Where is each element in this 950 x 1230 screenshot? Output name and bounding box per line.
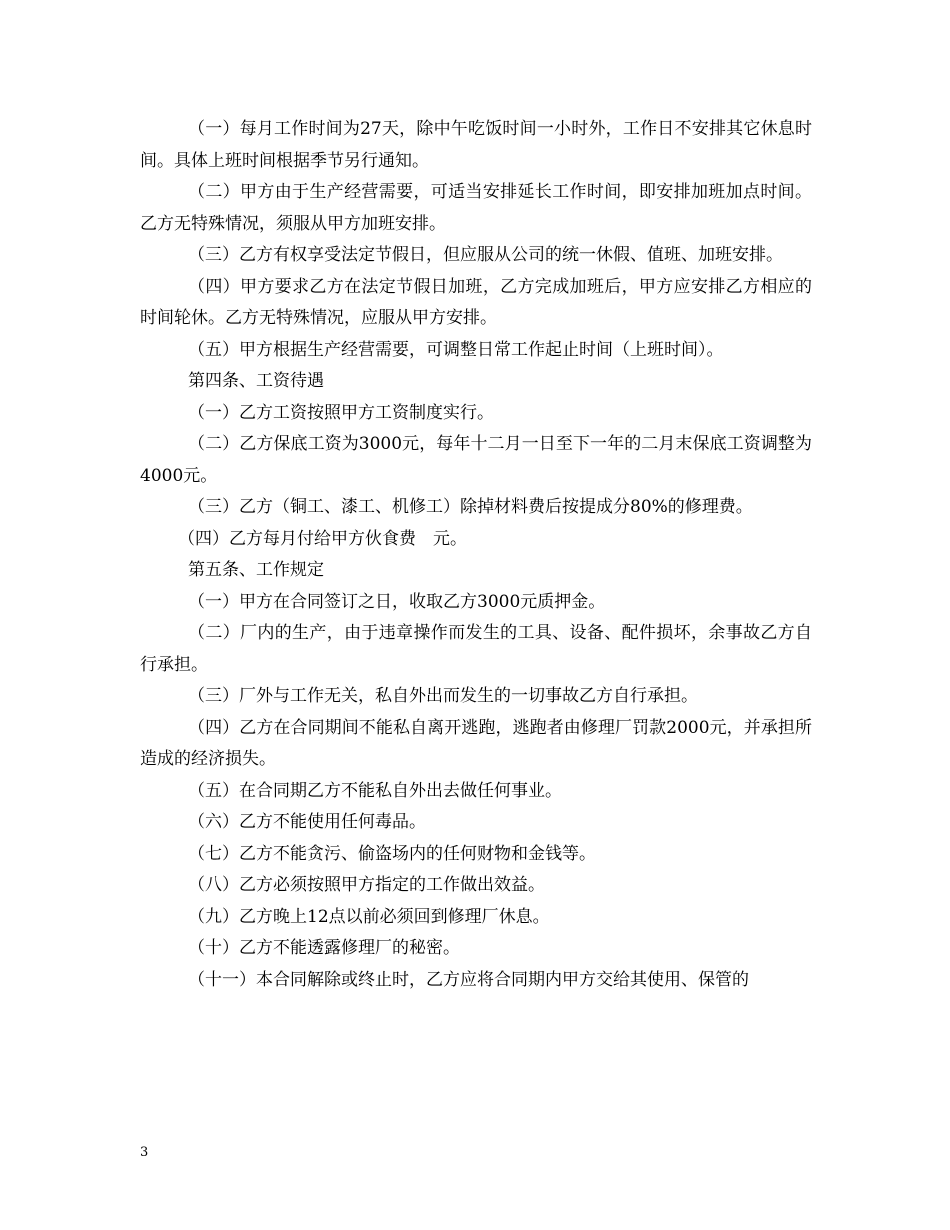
paragraph-meal-fee: （四）乙方每月付给甲方伙食费 元。 xyxy=(178,528,467,549)
paragraph-holidays: （三）乙方有权享受法定节假日，但应服从公司的统一休假、值班、加班安排。 xyxy=(188,245,783,265)
paragraph-curfew: （九）乙方晚上12点以前必须回到修理厂休息。 xyxy=(188,906,550,927)
paragraph-commission: （三）乙方（铜工、漆工、机修工）除掉材料费后按提成分80%的修理费。 xyxy=(188,497,753,517)
section-heading-work-rules: 第五条、工作规定 xyxy=(188,560,324,580)
paragraph-work-days: （一）每月工作时间为27天，除中午吃饭时间一小时外，工作日不安排其它休息时间。具体上班时间根据季节另行通知。 xyxy=(140,119,812,171)
paragraph-wage-system: （一）乙方工资按照甲方工资制度实行。 xyxy=(188,402,494,423)
paragraph-outside-accidents: （三）厂外与工作无关，私自外出而发生的一切事故乙方自行承担。 xyxy=(188,686,698,706)
section-heading-wages: 第四条、工资待遇 xyxy=(188,371,324,391)
paragraph-no-drugs: （六）乙方不能使用任何毒品。 xyxy=(188,812,426,832)
paragraph-base-wage: （二）乙方保底工资为3000元，每年十二月一日至下一年的二月末保底工资调整为4000元。 xyxy=(140,434,812,486)
paragraph-no-side-work: （五）在合同期乙方不能私自外出去做任何事业。 xyxy=(188,780,562,801)
page-number: 3 xyxy=(140,1145,149,1160)
paragraph-performance: （八）乙方必须按照甲方指定的工作做出效益。 xyxy=(188,875,545,895)
paragraph-overtime: （二）甲方由于生产经营需要，可适当安排延长工作时间，即安排加班加点时间。乙方无特殊情况，须服从甲方加班安排。 xyxy=(140,182,812,234)
paragraph-holiday-overtime: （四）甲方要求乙方在法定节假日加班，乙方完成加班后，甲方应安排乙方相应的时间轮休。乙方无特殊情况，应服从甲方安排。 xyxy=(140,276,812,328)
paragraph-termination: （十一）本合同解除或终止时，乙方应将合同期内甲方交给其使用、保管的 xyxy=(188,969,749,990)
paragraph-confidentiality: （十）乙方不能透露修理厂的秘密。 xyxy=(188,938,460,958)
contract-body xyxy=(140,114,812,996)
paragraph-no-theft: （七）乙方不能贪污、偷盗场内的任何财物和金钱等。 xyxy=(188,843,596,864)
paragraph-deposit: （一）甲方在合同签订之日，收取乙方3000元质押金。 xyxy=(188,591,606,612)
paragraph-adjust-hours: （五）甲方根据生产经营需要，可调整日常工作起止时间（上班时间）。 xyxy=(188,339,724,360)
paragraph-absconding: （四）乙方在合同期间不能私自离开逃跑，逃跑者由修理厂罚款2000元，并承担所造成的经济损失。 xyxy=(140,717,812,769)
paragraph-damage: （二）厂内的生产，由于违章操作而发生的工具、设备、配件损坏，余事故乙方自行承担。 xyxy=(140,623,812,675)
